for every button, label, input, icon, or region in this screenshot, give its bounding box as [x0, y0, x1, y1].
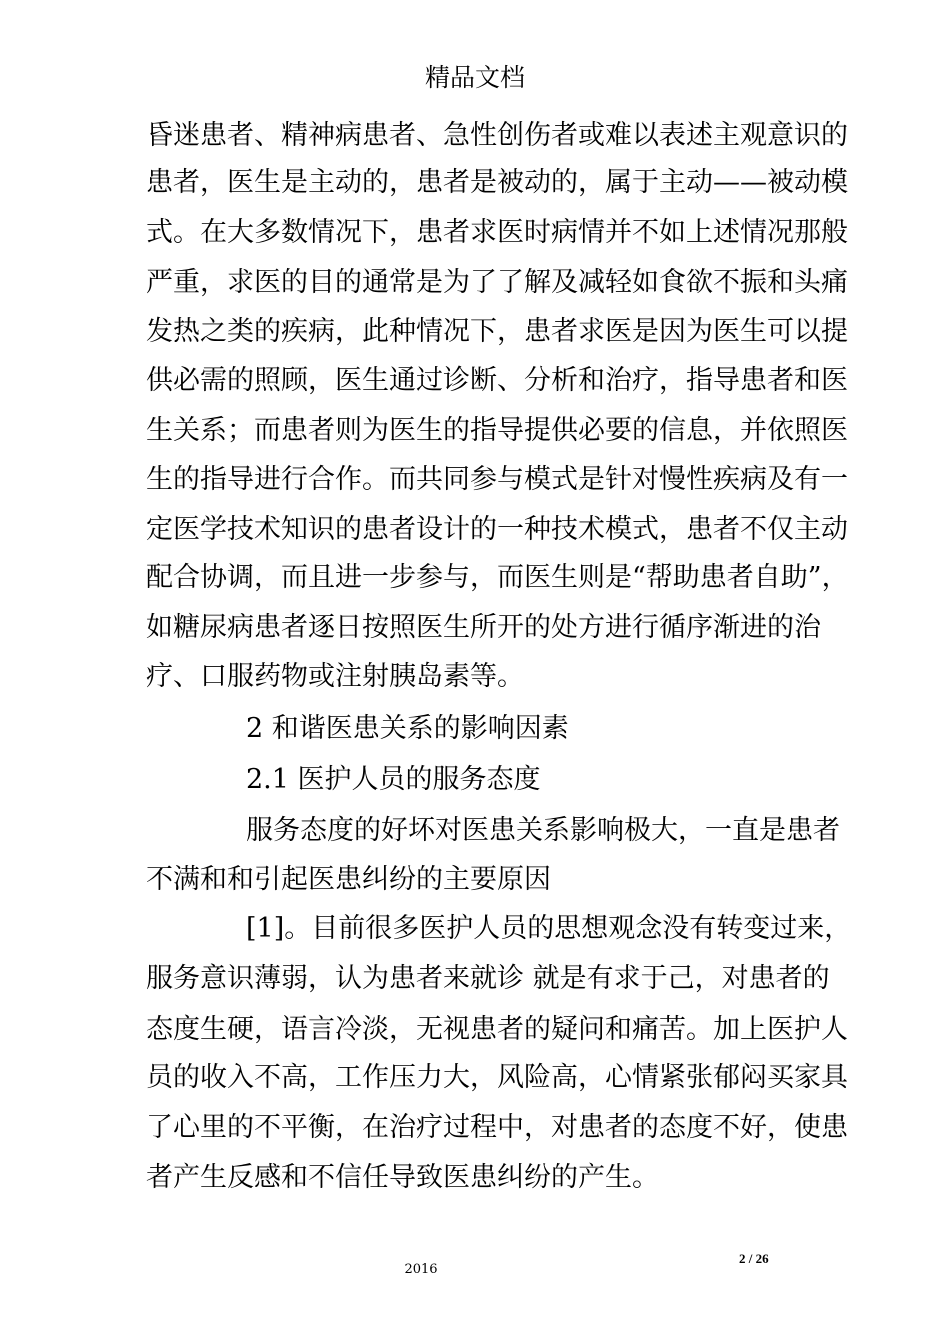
text-line: 态度生硬，语言冷淡，无视患者的疑问和痛苦。加上医护人 — [146, 1014, 848, 1045]
footer-year: 2016 — [404, 1262, 438, 1277]
text-line: 发热之类的疾病，此种情况下，患者求医是因为医生可以提 — [146, 316, 848, 347]
text-line: 式。在大多数情况下，患者求医时病情并不如上述情况那般 — [146, 217, 848, 248]
subsection-heading: 2.1 医护人员的服务态度 — [246, 764, 541, 795]
text-line: 如糖尿病患者逐日按照医生所开的处方进行循序渐进的治 — [146, 612, 821, 643]
text-line: 者产生反感和不信任导致医患纠纷的产生。 — [146, 1162, 659, 1193]
text-line: 配合协调，而且进一步参与，而医生则是“帮助患者自助”， — [146, 562, 849, 593]
text-line: 供必需的照顾，医生通过诊断、分析和治疗，指导患者和医 — [146, 365, 848, 396]
text-line: 服务意识薄弱，认为患者来就诊 就是有求于己，对患者的 — [146, 963, 830, 994]
section-heading: 2 和谐医患关系的影响因素 — [246, 713, 569, 744]
text-line: 员的收入不高，工作压力大，风险高，心情紧张郁闷买家具 — [146, 1062, 848, 1093]
text-line: 严重，求医的目的通常是为了了解及减轻如食欲不振和头痛 — [146, 267, 848, 298]
text-line: [1]。目前很多医护人员的思想观念没有转变过来， — [246, 913, 852, 944]
text-line: 昏迷患者、精神病患者、急性创伤者或难以表述主观意识的 — [146, 120, 848, 151]
text-line: 了心里的不平衡，在治疗过程中，对患者的态度不好，使患 — [146, 1112, 848, 1143]
document-header-title: 精品文档 — [424, 63, 525, 92]
text-line: 定医学技术知识的患者设计的一种技术模式，患者不仅主动 — [146, 514, 848, 545]
text-line: 生的指导进行合作。而共同参与模式是针对慢性疾病及有一 — [146, 464, 848, 495]
text-line: 服务态度的好坏对医患关系影响极大，一直是患者 — [246, 815, 840, 846]
text-line: 不满和和引起医患纠纷的主要原因 — [146, 864, 551, 895]
page-number: 2 / 26 — [739, 1251, 769, 1266]
text-line: 疗、口服药物或注射胰岛素等。 — [146, 661, 524, 692]
text-line: 患者，医生是主动的，患者是被动的，属于主动——被动模 — [146, 167, 848, 198]
text-line: 生关系；而患者则为医生的指导提供必要的信息，并依照医 — [146, 415, 848, 446]
